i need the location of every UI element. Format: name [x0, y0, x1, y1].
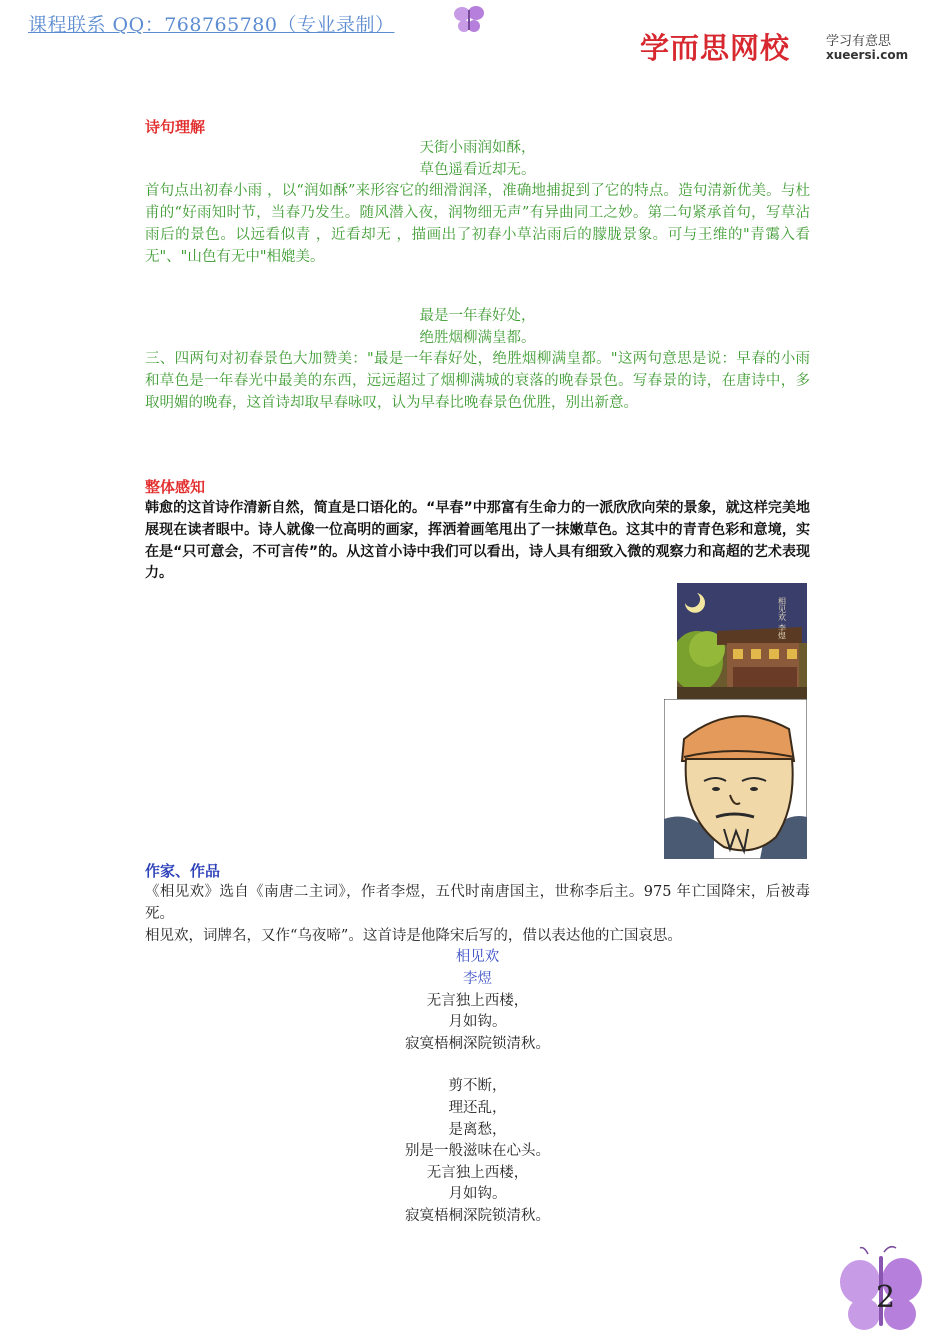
poem-line: 无言独上西楼，: [426, 1164, 529, 1181]
poem-line: 是离愁，: [448, 1121, 507, 1138]
butterfly-icon: [452, 2, 486, 36]
poem-title: 相见欢: [455, 949, 500, 966]
logo-tagline: 学习有意思: [826, 34, 892, 49]
paragraph: 相见欢，词牌名，又作“乌夜啼”。这首诗是他降宋后写的，借以表达他的亡国哀思。: [145, 927, 682, 944]
verse-line: 草色遥看近却无。: [419, 161, 536, 178]
poem-line: 剪不断，: [448, 1078, 507, 1095]
logo-main-text: 学而思网校: [640, 31, 791, 65]
poem-line: 无言独上西楼，: [426, 992, 529, 1009]
poem-line: 月如钩。: [448, 1014, 507, 1031]
section-title: 诗句理解: [145, 118, 206, 136]
poem-line: 理还乱，: [448, 1099, 507, 1116]
poem-author: 李煜: [463, 970, 492, 987]
poem-line: 寂寞梧桐深院锁清秋。: [405, 1207, 550, 1224]
paragraph: 韩愈的这首诗作清新自然，简直是口语化的。“早春”中那富有生命力的一派欣欣向荣的景象，就这样完美地展现在读者眼中。诗人就像一位高明的画家，挥洒着画笔甩出了一抹嫩草色。这其中的青青色彩和意境，实在是“只可意会，不可言传”的。从这首小诗中我们可以看出，诗人具有细致入微的观察力和高超的艺术表现力。: [145, 500, 810, 582]
section-author-works: [145, 860, 810, 1228]
section-poem-understanding: [145, 116, 810, 268]
contact-link[interactable]: 课程联系 QQ：768765780（专业录制）: [28, 14, 395, 36]
night-scene-illustration: [677, 583, 807, 699]
page-number: 2: [876, 1280, 896, 1315]
section-title: 整体感知: [145, 478, 206, 496]
verse-line: 最是一年春好处，: [419, 308, 536, 324]
poet-portrait-illustration: [664, 699, 807, 859]
logo-url: xueersi.com: [826, 48, 909, 62]
poem-line: 别是一般滋味在心头。: [405, 1143, 550, 1160]
paragraph: 首句点出初春小雨 ，以“润如酥”来形容它的细滑润泽，准确地捕捉到了它的特点。造句清新优美。与杜甫的“好雨知时节，当春乃发生。随风潜入夜，润物细无声”有异曲同工之妙。第二句紧承首句，写草沾雨后的景色。以远看似青 ，近看却无 ，描画出了初春小草沾雨后的朦胧景象。可与王维的"青霭入看无"、"山色有无中"相媲美。: [145, 183, 810, 265]
section-overall-perception: [145, 476, 810, 585]
section-poem-understanding-2: [145, 306, 810, 415]
illustration-caption: 相见欢 李煜: [777, 597, 787, 640]
paragraph: 《相见欢》选自《南唐二主词》，作者李煜，五代时南唐国主，世称李后主。975 年亡国降宋，后被毒死。: [145, 884, 810, 922]
poem-line: 月如钩。: [448, 1186, 507, 1203]
poem-line: 寂寞梧桐深院锁清秋。: [405, 1035, 550, 1052]
section-title: 作家、作品: [145, 862, 221, 880]
verse-line: 天街小雨润如酥，: [419, 140, 536, 156]
paragraph: 三、四两句对初春景色大加赞美："最是一年春好处，绝胜烟柳满皇都。"这两句意思是说：早春的小雨和草色是一年春光中最美的东西，远远超过了烟柳满城的衰落的晚春景色。写春景的诗，在唐诗中，多取明媚的晚春，这首诗却取早春咏叹，认为早春比晚春景色优胜，别出新意。: [145, 351, 810, 411]
verse-line: 绝胜烟柳满皇都。: [419, 329, 536, 346]
